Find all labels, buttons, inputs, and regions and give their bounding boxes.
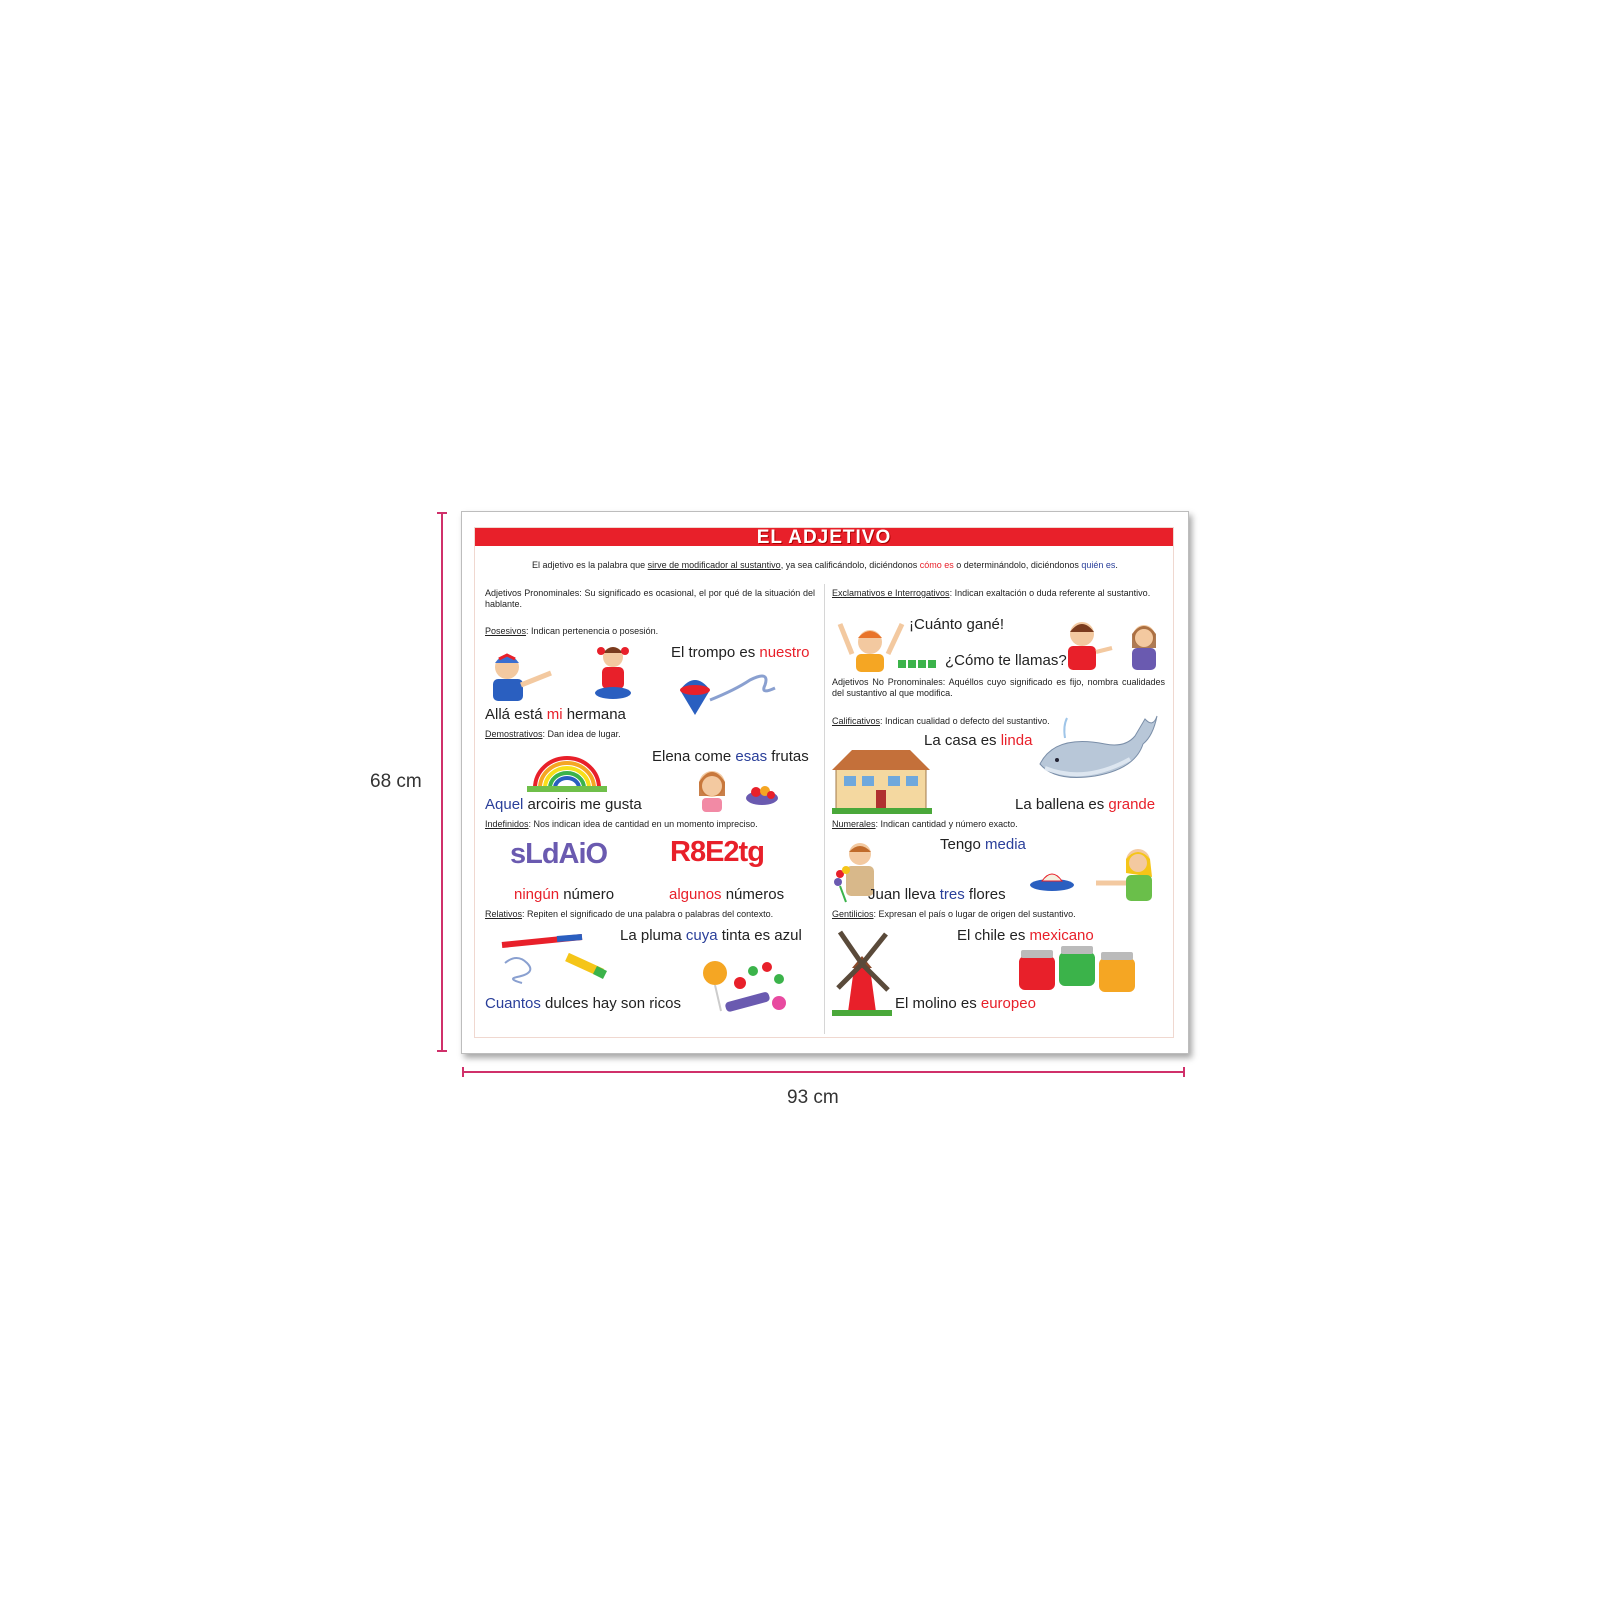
width-dimension-label: 93 cm xyxy=(787,1087,839,1108)
indefinidos-definition: Indefinidos: Nos indican idea de cantidad en un momento impreciso. xyxy=(485,819,758,829)
example-dulces: Cuantos dulces hay son ricos xyxy=(485,995,681,1012)
chili-jars-illustration xyxy=(1015,946,1140,994)
spinning-top-illustration xyxy=(675,670,800,725)
house-illustration xyxy=(832,742,932,814)
example-ballena: La ballena es grande xyxy=(1015,796,1156,813)
example-arcoiris: Aquel arcoiris me gusta xyxy=(485,796,642,813)
poster-title: EL ADJETIVO xyxy=(475,528,1173,546)
height-dimension-line xyxy=(441,512,443,1052)
girl-sitting-illustration xyxy=(593,643,633,703)
whale-illustration xyxy=(1035,714,1160,794)
example-frutas: Elena come esas frutas xyxy=(652,748,809,765)
example-como-te-llamas: ¿Cómo te llamas? xyxy=(945,652,1067,669)
numerales-definition: Numerales: Indican cantidad y número exacto. xyxy=(832,819,1018,829)
pen-illustration xyxy=(497,933,612,988)
windmill-illustration xyxy=(832,928,892,1016)
calificativos-definition: Calificativos: Indican cualidad o defecto del sustantivo. xyxy=(832,716,1050,726)
example-hermana: Allá está mi hermana xyxy=(485,706,626,723)
example-pluma: La pluma cuya tinta es azul xyxy=(620,927,802,944)
two-kids-talking-illustration xyxy=(1060,614,1165,674)
no-pronominales-definition: Adjetivos No Pronominales: Aquéllos cuyo significado es fijo, nombra cualidades del sustantivo al que modifica. xyxy=(832,677,1165,698)
poster-content xyxy=(474,527,1174,1038)
exclamativos-definition: Exclamativos e Interrogativos: Indican exaltación o duda referente al sustantivo. xyxy=(832,588,1151,598)
girl-eating-fruit-illustration xyxy=(690,766,780,814)
example-chile: El chile es mexicano xyxy=(957,927,1094,944)
example-cuanto-gane: ¡Cuánto gané! xyxy=(909,616,1005,633)
width-dimension-line xyxy=(462,1071,1185,1073)
boy-pointing-illustration xyxy=(485,643,565,703)
example-trompo: El trompo es nuestro xyxy=(671,644,810,661)
candies-illustration xyxy=(695,953,795,1013)
demostrativos-definition: Demostrativos: Dan idea de lugar. xyxy=(485,729,621,739)
rainbow-illustration xyxy=(527,748,607,792)
relativos-definition: Relativos: Repiten el significado de una palabra o palabras del contexto. xyxy=(485,909,774,919)
letters-algunos: R8E2tg xyxy=(670,836,764,868)
posesivos-definition: Posesivos: Indican pertenencia o posesión. xyxy=(485,626,659,636)
gentilicios-definition: Gentilicios: Expresan el país o lugar de origen del sustantivo. xyxy=(832,909,1076,919)
example-flores: Juan lleva tres flores xyxy=(868,886,1006,903)
adjective-poster xyxy=(461,511,1189,1054)
example-molino: El molino es europeo xyxy=(895,995,1036,1012)
height-dimension-label: 68 cm xyxy=(370,771,422,792)
example-casa: La casa es linda xyxy=(924,732,1033,749)
intro-text: El adjetivo es la palabra que sirve de modificador al sustantivo, ya sea calificándolo, diciéndonos cómo es o determinándolo, diciéndonos quién es. xyxy=(532,560,1118,570)
example-media: Tengo media xyxy=(940,836,1026,853)
example-algunos: algunos números xyxy=(669,886,785,903)
girl-with-plate-illustration xyxy=(1030,843,1160,903)
column-divider xyxy=(824,584,825,1034)
letters-ningun: sLdAiO xyxy=(510,838,608,870)
example-ningun: ningún número xyxy=(514,886,615,903)
pronominales-definition: Adjetivos Pronominales: Su significado es ocasional, el por qué de la situación del hablante. xyxy=(485,588,815,609)
